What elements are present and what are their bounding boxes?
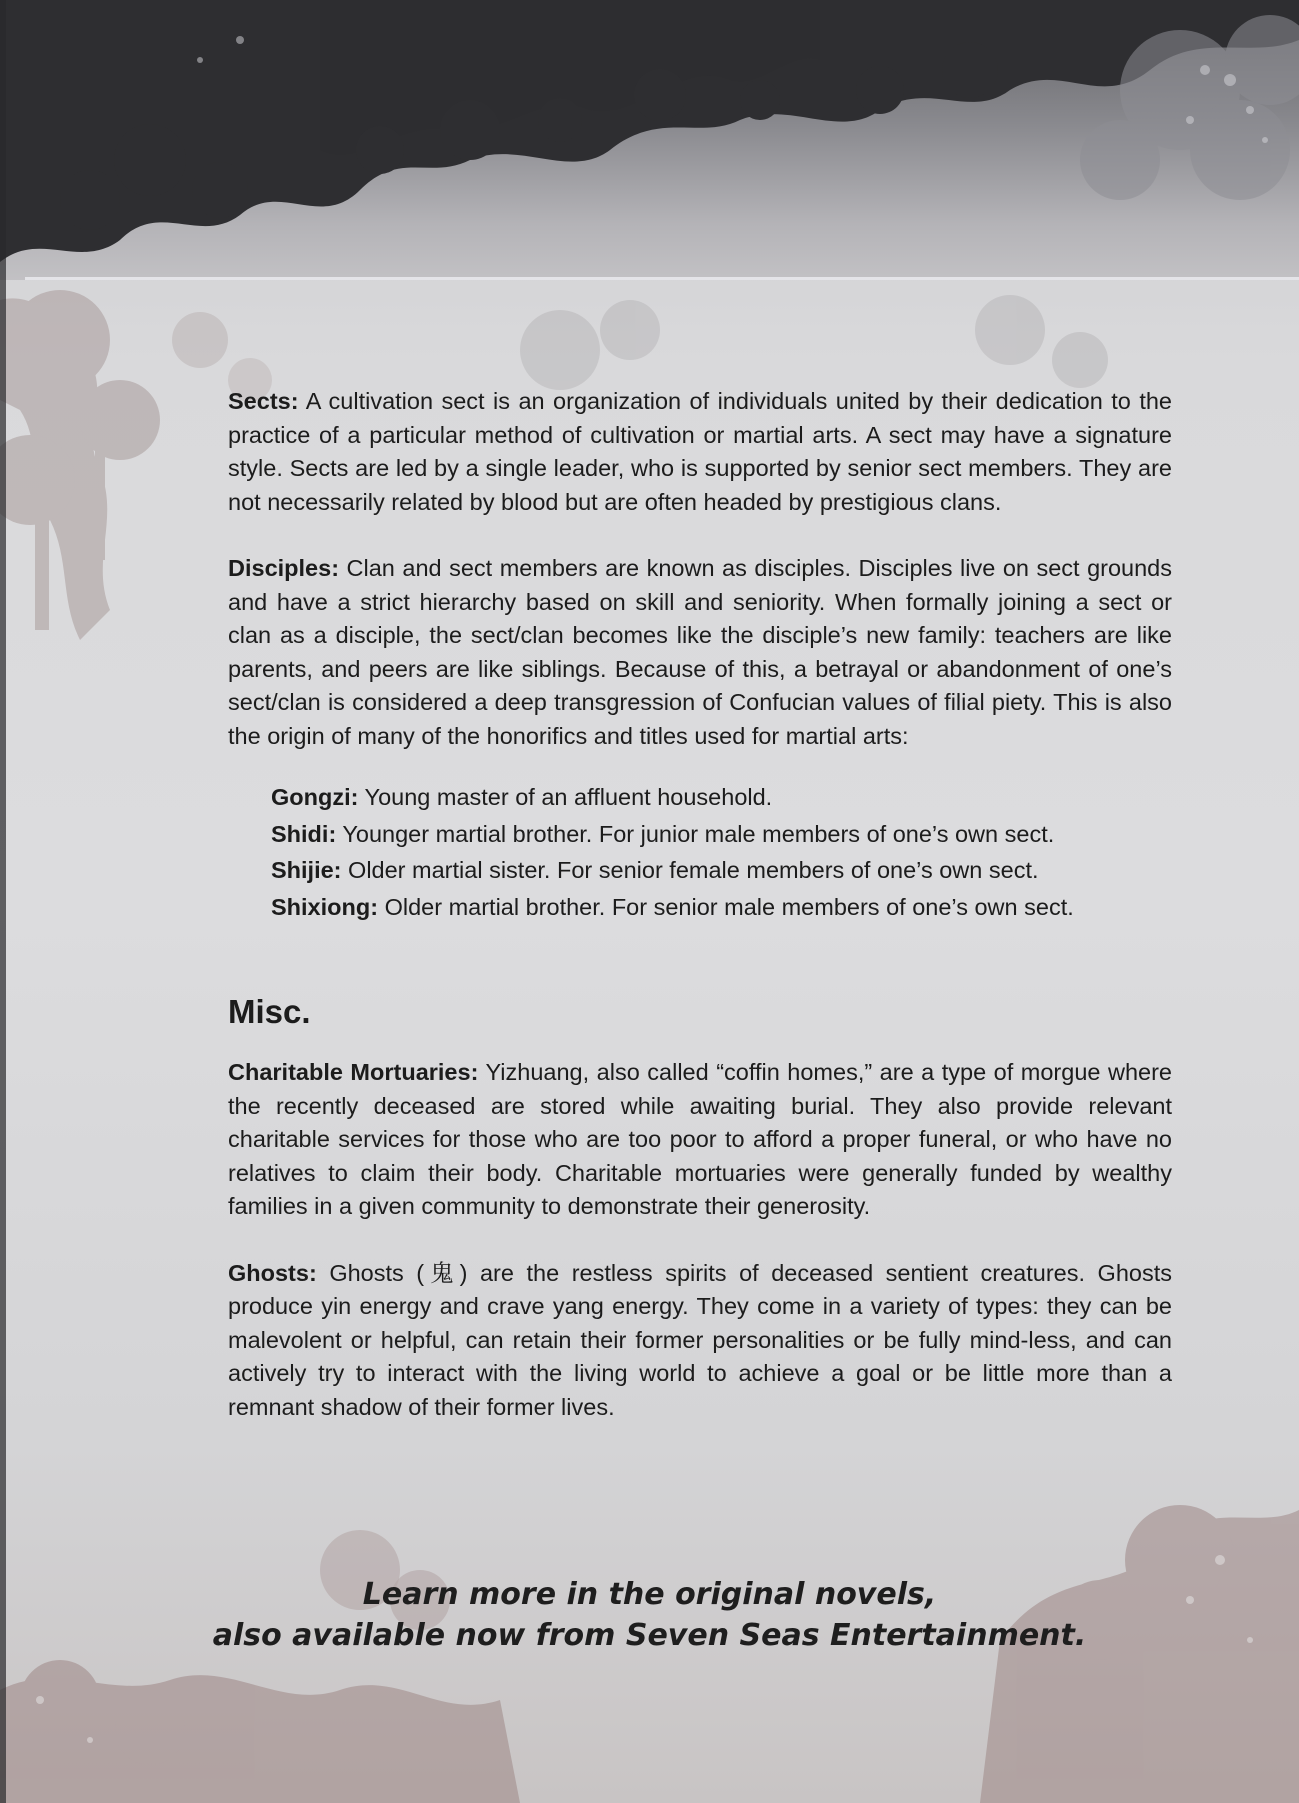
honorific-definition: Young master of an affluent household. <box>358 784 773 810</box>
honorific-item <box>271 779 1172 816</box>
definition-charitable-mortuaries: Yizhuang, also called “coffin homes,” are a type of morgue where the recently deceased are stored while awaiting burial. They also provide relevant charitable services for those who are too poor to afford a proper funeral, or who have no relatives to claim their body. Charitable mortuaries were generally funded by wealthy families in a given community to demonstrate their generosity. <box>228 1059 1172 1219</box>
header-divider <box>25 277 1299 280</box>
term-charitable-mortuaries: Charitable Mortuaries: <box>228 1059 479 1085</box>
glossary-entry-ghosts <box>228 1257 1172 1425</box>
honorific-term: Shidi: <box>271 820 337 847</box>
honorific-item <box>271 816 1172 853</box>
honorific-item <box>271 889 1172 926</box>
left-edge <box>0 0 6 1803</box>
honorific-item <box>271 852 1172 889</box>
honorific-definition: Older martial brother. For senior male members of one’s own sect. <box>378 893 1074 920</box>
definition-disciples: Clan and sect members are known as disciples. Disciples live on sect grounds and have a strict hierarchy based on skill and seniority. When formally joining a sect or clan as a disciple, the sect/clan becomes like the disciple’s new family: teachers are like parents, and peers are like siblings. Because of this, a betrayal or abandonment of one’s sect/clan is considered a deep transgression of Confucian values of filial piety. This is also the origin of many of the honorifics and titles used for martial arts: <box>228 555 1172 749</box>
honorific-term: Shixiong: <box>271 893 379 920</box>
term-sects: Sects: <box>228 388 299 414</box>
definition-sects: A cultivation sect is an organization of individuals united by their dedication to the practice of a particular method of cultivation or martial arts. A sect may have a signature style. Sects are led by a single leader, who is supported by senior sect members. They are not necessarily related by blood but are often headed by prestigious clans. <box>228 388 1172 515</box>
tree-upper-right <box>520 295 1108 390</box>
misc-heading: Misc. <box>228 993 311 1030</box>
term-ghosts: Ghosts: <box>228 1259 317 1286</box>
glossary-content <box>228 385 1172 1457</box>
honorific-definition: Older martial sister. For senior female members of one’s own sect. <box>341 857 1039 883</box>
glossary-entry-sects <box>228 385 1172 519</box>
honorific-term: Shijie: <box>271 857 342 883</box>
honorific-definition: Younger martial brother. For junior male members of one’s own sect. <box>336 820 1055 847</box>
honorifics-list <box>271 779 1172 925</box>
promo-footer <box>0 1574 1299 1656</box>
promo-line-1: Learn more in the original novels, <box>362 1577 937 1612</box>
glossary-entry-disciples <box>228 552 1172 753</box>
definition-ghosts: Ghosts (鬼) are the restless spirits of deceased sentient creatures. Ghosts produce yin energy and crave yang energy. They come in a variety of types: they can be malevolent or helpful, can retain their former personalities or be fully mind-less, and can actively try to interact with the living world to achieve a goal or be little more than a remnant shadow of their former lives. <box>228 1259 1172 1420</box>
promo-line-2: also available now from Seven Seas Entertainment. <box>212 1618 1087 1653</box>
glossary-entry-charitable-mortuaries <box>228 1056 1172 1224</box>
honorific-term: Gongzi: <box>271 784 359 810</box>
term-disciples: Disciples: <box>228 555 340 581</box>
